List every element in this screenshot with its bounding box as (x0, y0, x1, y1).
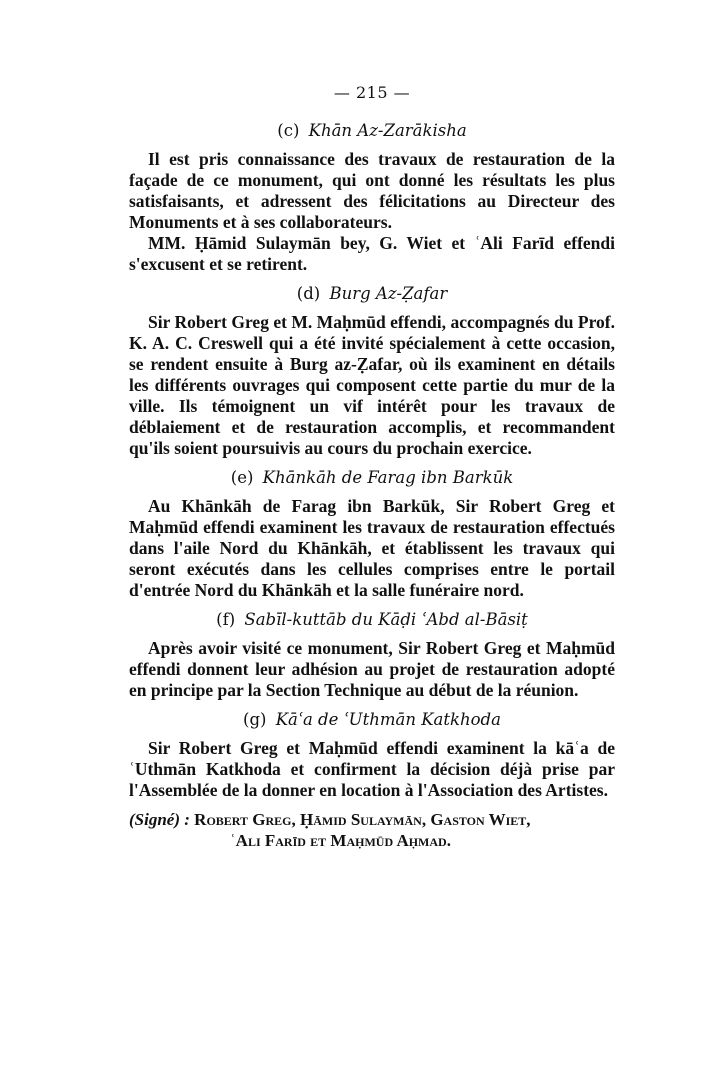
section-d (129, 283, 615, 459)
paragraph: Sir Robert Greg et M. Maḥmūd effendi, accompagnés du Prof. K. A. C. Creswell qui a été invité spécialement à cette occasion, se rendent ensuite à Burg az-Ẓafar, où ils examinent en détails les différents ouvrages qui composent cette partie du mur de la ville. Ils témoignent un vif intérêt pour les travaux de déblaiement et de restauration accomplis, et recommandent qu'ils soient poursuivis au cours du prochain exercice. (129, 312, 615, 458)
paragraph: Sir Robert Greg et Maḥmūd effendi examinent la kāʿa de ʿUthmān Katkhoda et confirment la décision déjà prise par l'Assemblée de la donner en location à l'Association des Artistes. (129, 738, 615, 800)
signature-line-1 (129, 809, 615, 830)
page-number: — 215 — (333, 83, 411, 102)
section-label: (g) (243, 710, 267, 729)
signature-block (129, 809, 615, 851)
signatory-names: Robert Greg, Ḥāmid Sulaymān, Gaston Wiet, (194, 810, 531, 829)
section-f (129, 609, 615, 701)
section-heading (129, 709, 615, 730)
paragraph: Au Khānkāh de Farag ibn Barkūk, Sir Robert Greg et Maḥmūd effendi examinent les travaux de restauration effectués dans l'aile Nord du Khānkāh, et établissent les travaux qui seront exécutés dans les cellules comprises entre le portail d'entrée Nord du Khānkāh et la salle funéraire nord. (129, 496, 615, 600)
section-title: Sabīl-kuttāb du Kāḍi ʿAbd al-Bāsiṭ (244, 610, 528, 629)
section-heading (129, 467, 615, 488)
section-label: (e) (230, 468, 254, 487)
paragraph: Après avoir visité ce monument, Sir Robert Greg et Maḥmūd effendi donnent leur adhésion au projet de restauration adopté en principe par la Section Technique au début de la réunion. (129, 638, 615, 700)
section-heading (129, 120, 615, 141)
section-g (129, 709, 615, 801)
paragraph: Il est pris connaissance des travaux de restauration de la façade de ce monument, qui ont donné les résultats les plus satisfaisants, et adressent des félicitations au Directeur des Monuments et à ses collaborateurs. (129, 149, 615, 232)
section-c (129, 120, 615, 275)
signe-label: (Signé) : (129, 810, 190, 829)
section-label: (d) (296, 284, 321, 303)
section-heading (129, 609, 615, 630)
section-title: Kāʿa de ʿUthmān Katkhoda (275, 710, 501, 729)
document-page (129, 82, 615, 851)
section-title: Khān Az-Zarākisha (308, 121, 467, 140)
section-label: (f) (216, 610, 236, 629)
section-title: Burg Az-Ẓafar (329, 284, 448, 303)
section-title: Khānkāh de Farag ibn Barkūk (262, 468, 514, 487)
section-heading (129, 283, 615, 304)
section-e (129, 467, 615, 601)
signature-line-2: ʿAli Farīd et Maḥmūd Aḥmad. (230, 831, 451, 850)
paragraph: MM. Ḥāmid Sulaymān bey, G. Wiet et ʿAli Farīd effendi s'excusent et se retirent. (129, 233, 615, 274)
section-label: (c) (277, 121, 300, 140)
